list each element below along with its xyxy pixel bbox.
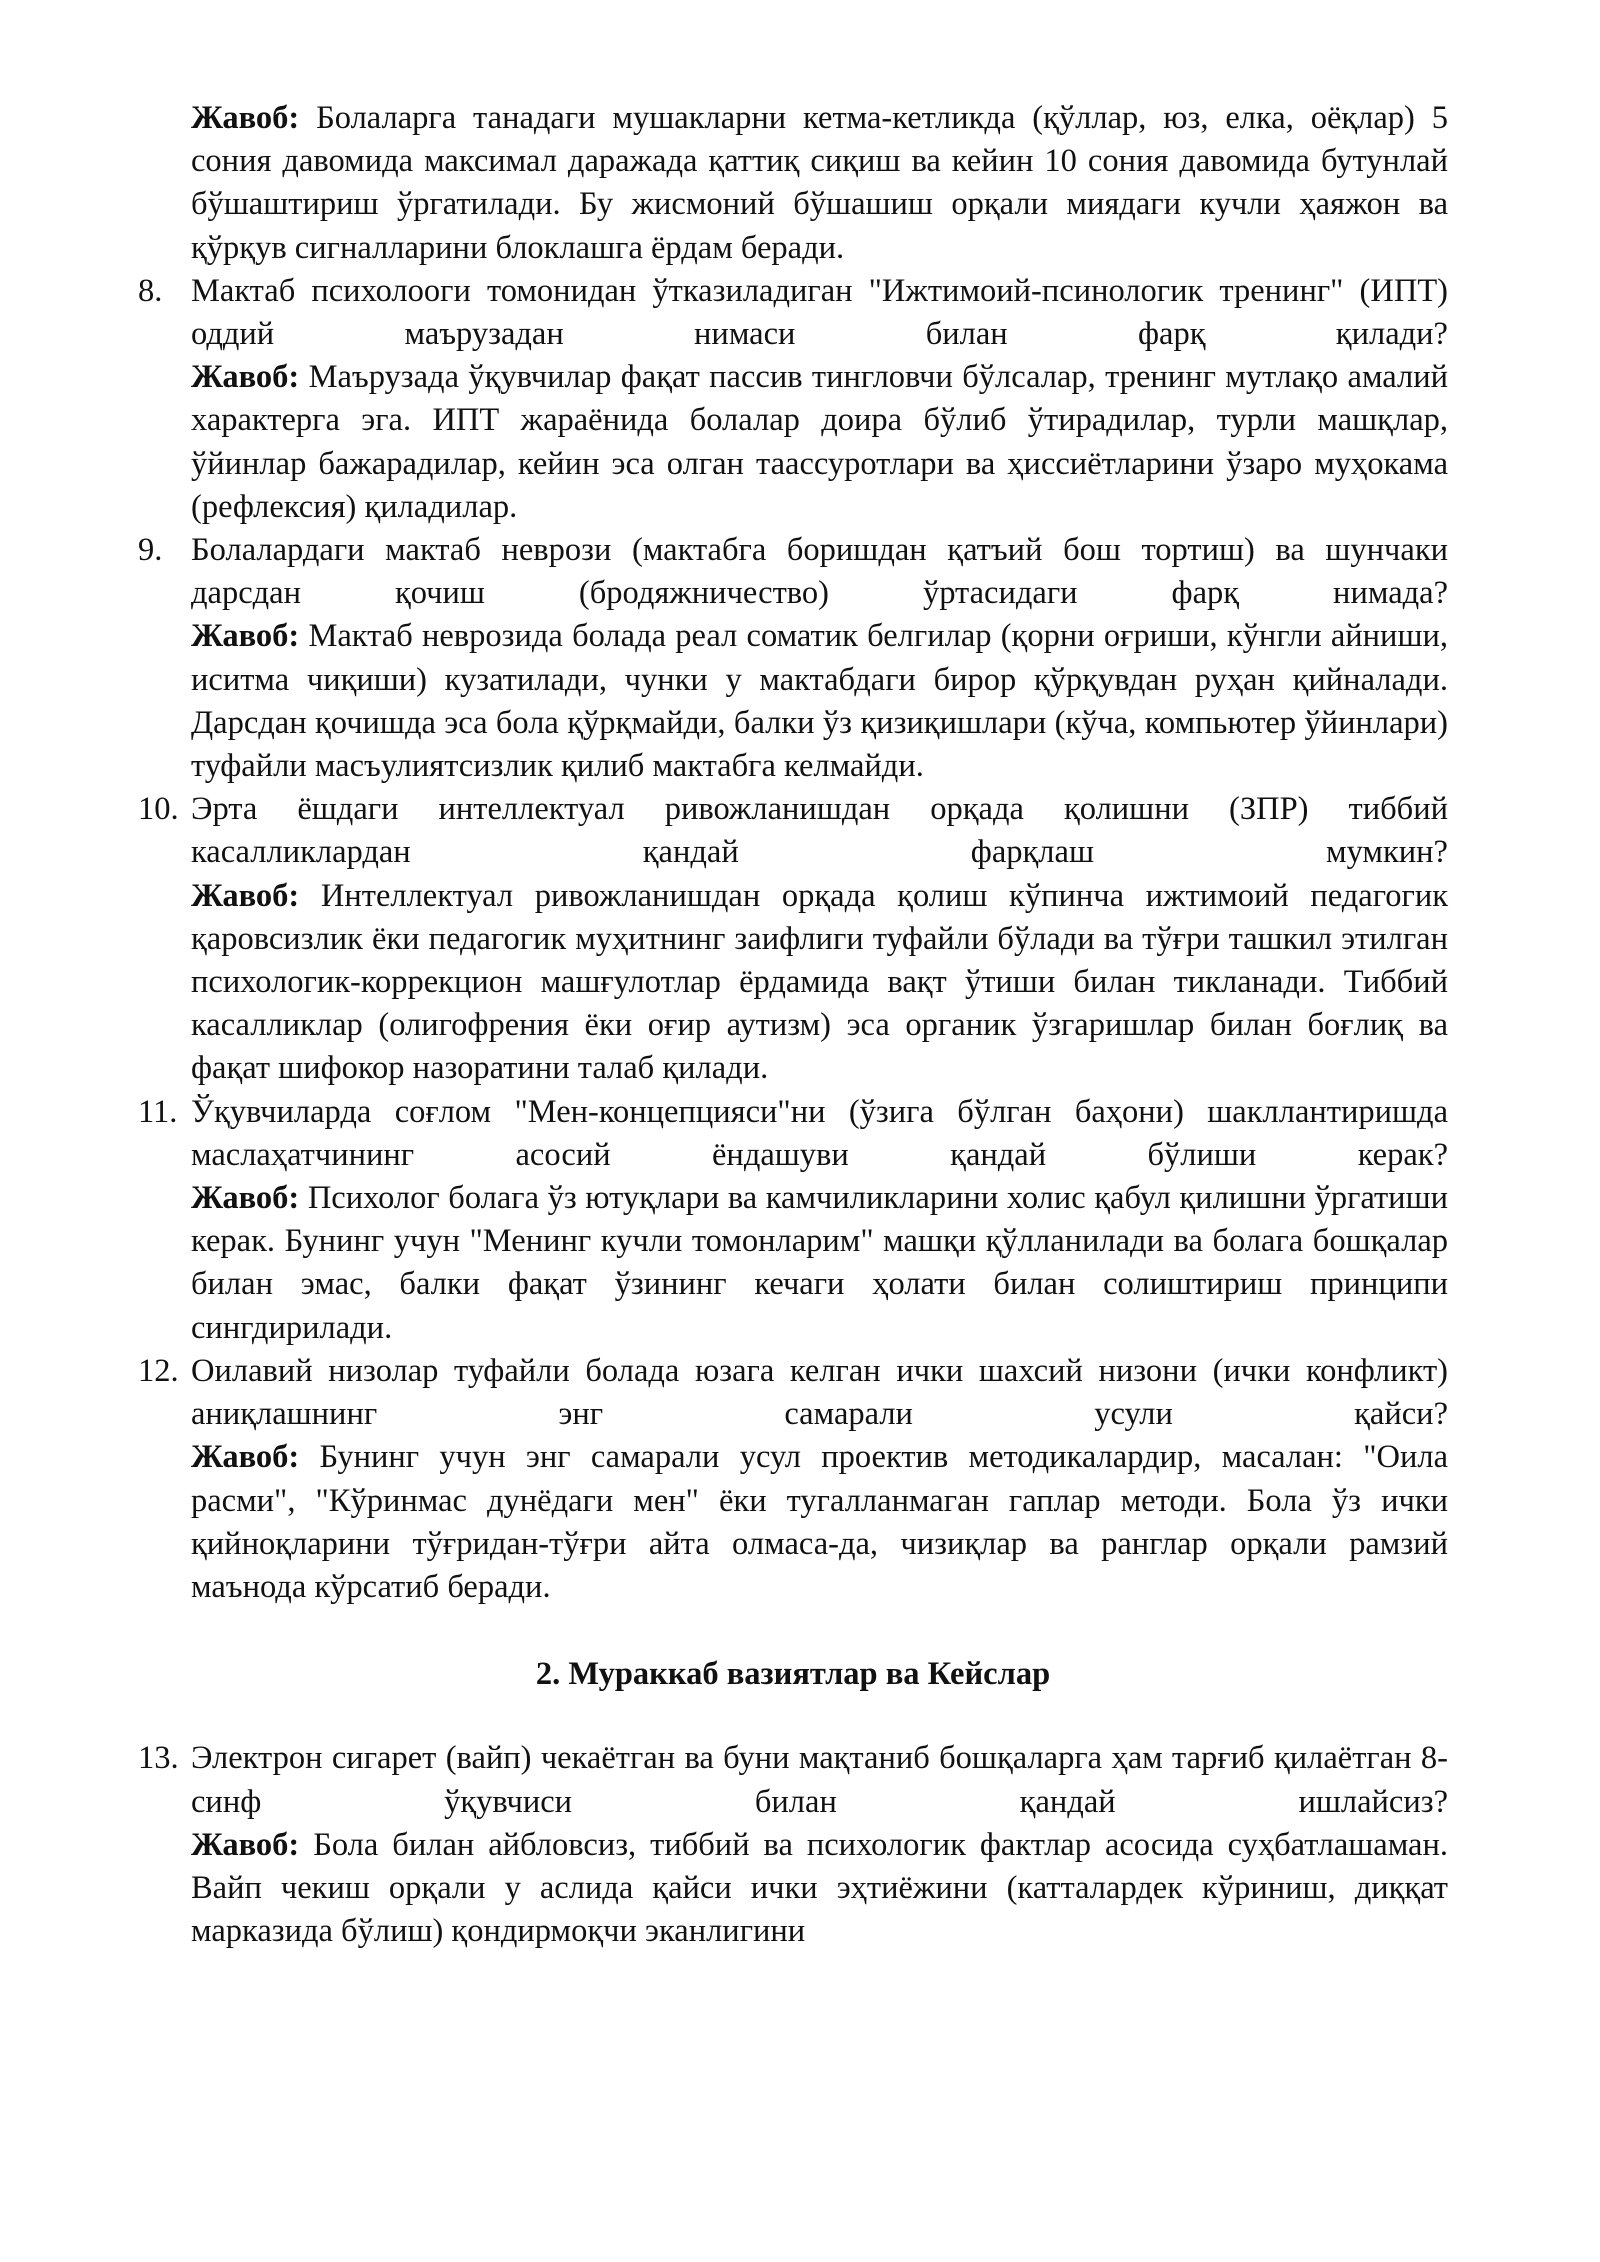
question-text: Мактаб психолооги томонидан ўтказиладиган "Ижтимоий-псинологик тренинг" (ИПТ) оддий маърузадан нимаси билан фарқ қилади? [191,272,1448,353]
answer-paragraph [191,1177,1448,1350]
answer-paragraph [191,1824,1448,1954]
answer-label: Жавоб: [191,1180,300,1217]
question-number: 10. [138,791,179,828]
question-item [138,1091,1448,1350]
question-text: Болалардаги мактаб неврози (мактабга боришдан қатъий бош тортиш) ва шунчаки дарсдан қочиш (бродяжничество) ўртасидаги фарқ нимада? [191,532,1448,612]
answer-label: Жавоб: [191,1439,300,1476]
document-content [138,97,1448,1953]
question-item [138,270,1448,529]
question-item [138,1737,1448,1953]
question-text: Оилавий низолар туфайли болада юзага келган ички шахсий низони (ички конфликт) аниқлашнинг энг самарали усули қайси? [191,1352,1448,1433]
intro-answer-paragraph [138,97,1448,270]
answer-paragraph [191,356,1448,529]
question-number: 8. [138,272,163,309]
question-text: Электрон сигарет (вайп) чекаётган ва буни мақтаниб бошқаларга ҳам тарғиб қилаётган 8-синф ўқувчиси билан қандай ишлайсиз? [191,1740,1448,1820]
answer-label: Жавоб: [191,877,300,914]
answer-label: Жавоб: [191,100,300,136]
answer-text: Интеллектуал ривожланишдан орқада қолиш кўпинча ижтимоий педагогик қаровсизлик ёки педагогик муҳитнинг заифлиги туфайли бўлади ва тўғри ташкил этилган психологик-коррекцион машғулотлар ёрдамида вақт ўтиши билан тикланади. Тиббий касалликлар (олигофрения ёки оғир аутизм) эса органик ўзгаришлар билан боғлиқ ва фақат шифокор назоратини талаб қилади. [191,877,1449,1087]
answer-label: Жавоб: [191,618,300,655]
answer-paragraph [191,875,1448,1091]
answer-label: Жавоб: [191,359,300,396]
answer-paragraph [191,1436,1448,1609]
answer-text: Бола билан айбловсиз, тиббий ва психологик фактлар асосида суҳбатлашаман. Вайп чекиш орқали у аслида қайси ички эҳтиёжини (катталардек кўриниш, диққат марказида бўлиш) қондирмоқчи эканлигини [191,1826,1448,1950]
question-number: 9. [138,532,163,569]
question-item [138,788,1448,1090]
question-text: Эрта ёшдаги интеллектуал ривожланишдан орқада қолишни (ЗПР) тиббий касалликлардан қандай фарқлаш мумкин? [191,791,1448,871]
question-list [138,270,1448,1609]
answer-text: Мактаб неврозида болада реал соматик белгилар (қорни оғриши, кўнгли айниши, иситма чиқиши) кузатилади, чунки у мактабдаги бирор қўрқувдан руҳан қийналади. Дарсдан қочишда эса бола қўрқмайди, балки ўз қизиқишлари (кўча, компьютер ўйинлари) туфайли масъулиятсизлик қилиб мактабга келмайди. [191,618,1448,785]
question-text: Ўқувчиларда соғлом "Мен-концепцияси"ни (ўзига бўлган баҳони) шакллантиришда маслаҳатчининг асосий ёндашуви қандай бўлиши керак? [191,1093,1448,1173]
question-item [138,529,1448,788]
answer-text: Психолог болага ўз ютуқлари ва камчиликларини холис қабул қилишни ўргатиши керак. Бунинг учун "Менинг кучли томонларим" машқи қўлланилади ва болага бошқалар билан эмас, балки фақат ўзининг кечаги ҳолати билан солиштириш принципи сингдирилади. [191,1180,1448,1346]
section-title: 2. Мураккаб вазиятлар ва Кейслар [535,1656,1051,1693]
question-number: 12. [138,1352,179,1389]
question-number: 13. [138,1740,179,1777]
answer-paragraph [191,615,1448,788]
answer-text: Болаларга танадаги мушакларни кетма-кетликда (қўллар, юз, елка, оёқлар) 5 сония давомида максимал даражада қаттиқ сиқиш ва кейин 10 сония давомида бутунлай бўшаштириш ўргатилади. Бу жисмоний бўшашиш орқали миядаги кучли ҳаяжон ва қўрқув сигналларини блоклашга ёрдам беради. [191,100,1449,266]
question-list [138,1737,1448,1953]
answer-text: Бунинг учун энг самарали усул проектив методикалардир, масалан: "Оила расми", "Кўринмас дунёдаги мен" ёки тугалланмаган гаплар методи. Бола ўз ички қийноқларини тўғридан-тўғри айта олмаса-да, чизиқлар ва ранглар орқали рамзий маънода кўрсатиб беради. [191,1439,1449,1605]
answer-text: Маърузада ўқувчилар фақат пассив тингловчи бўлсалар, тренинг мутлақо амалий характерга эга. ИПТ жараёнида болалар доира бўлиб ўтирадилар, турли машқлар, ўйинлар бажарадилар, кейин эса олган таассуротлари ва ҳиссиётларини ўзаро муҳокама (рефлексия) қиладилар. [191,359,1448,525]
question-number: 11. [138,1093,178,1130]
answer-label: Жавоб: [191,1826,300,1863]
question-item [138,1350,1448,1609]
